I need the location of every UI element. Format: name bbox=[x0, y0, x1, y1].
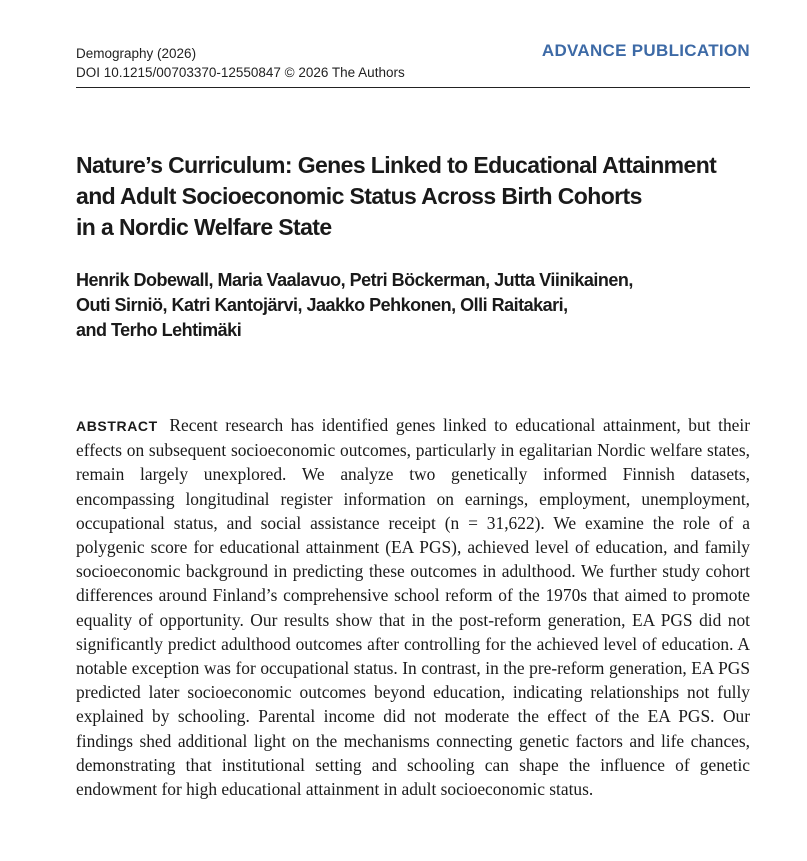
author-line: Henrik Dobewall, Maria Vaalavuo, Petri Böckerman, Jutta Viinikainen, bbox=[76, 270, 633, 290]
abstract-text: Recent research has identified genes linked to educational attainment, but their effects on subsequent socioeconomic outcomes, particularly in egalitarian Nordic welfare states, remain largely unexplored. We analyze two genetically informed Finnish datasets, encompassing longitudinal register information on earnings, employment, unemployment, occupational status, and social assistance receipt (n = 31,622). We examine the role of a polygenic score for educational attainment (EA PGS), achieved level of education, and family socioeconomic background in predicting these outcomes in adulthood. We further study cohort differences around Finland’s comprehensive school reform of the 1970s that aimed to promote equality of opportunity. Our results show that in the post-reform generation, EA PGS did not significantly predict adulthood outcomes after controlling for the achieved level of education. A notable exception was for occupational status. In contrast, in the pre-reform generation, EA PGS predicted later socioeconomic outcomes beyond education, indicating relationships not fully explained by schooling. Parental income did not moderate the effect of the EA PGS. Our findings shed additional light on the mechanisms connecting genetic factors and life chances, demonstrating that institutional setting and schooling can shape the influence of genetic endowment for high educational attainment in adult socioeconomic status. bbox=[76, 415, 750, 800]
journal-header bbox=[76, 44, 405, 82]
title-line: in a Nordic Welfare State bbox=[76, 214, 332, 240]
header-rule bbox=[76, 87, 750, 88]
title-line: and Adult Socioeconomic Status Across Birth Cohorts bbox=[76, 183, 642, 209]
title-line: Nature’s Curriculum: Genes Linked to Educational Attainment bbox=[76, 152, 717, 178]
author-line: and Terho Lehtimäki bbox=[76, 320, 242, 340]
advance-publication-label: ADVANCE PUBLICATION bbox=[541, 41, 750, 60]
journal-name: Demography (2026) bbox=[76, 46, 197, 61]
abstract-label: ABSTRACT bbox=[76, 418, 158, 434]
abstract bbox=[76, 413, 750, 801]
author-list bbox=[76, 268, 776, 343]
author-line: Outi Sirniö, Katri Kantojärvi, Jaakko Pehkonen, Olli Raitakari, bbox=[76, 295, 568, 315]
doi-copyright-line: DOI 10.1215/00703370-12550847 © 2026 The Authors bbox=[76, 65, 405, 80]
article-title bbox=[76, 150, 766, 243]
